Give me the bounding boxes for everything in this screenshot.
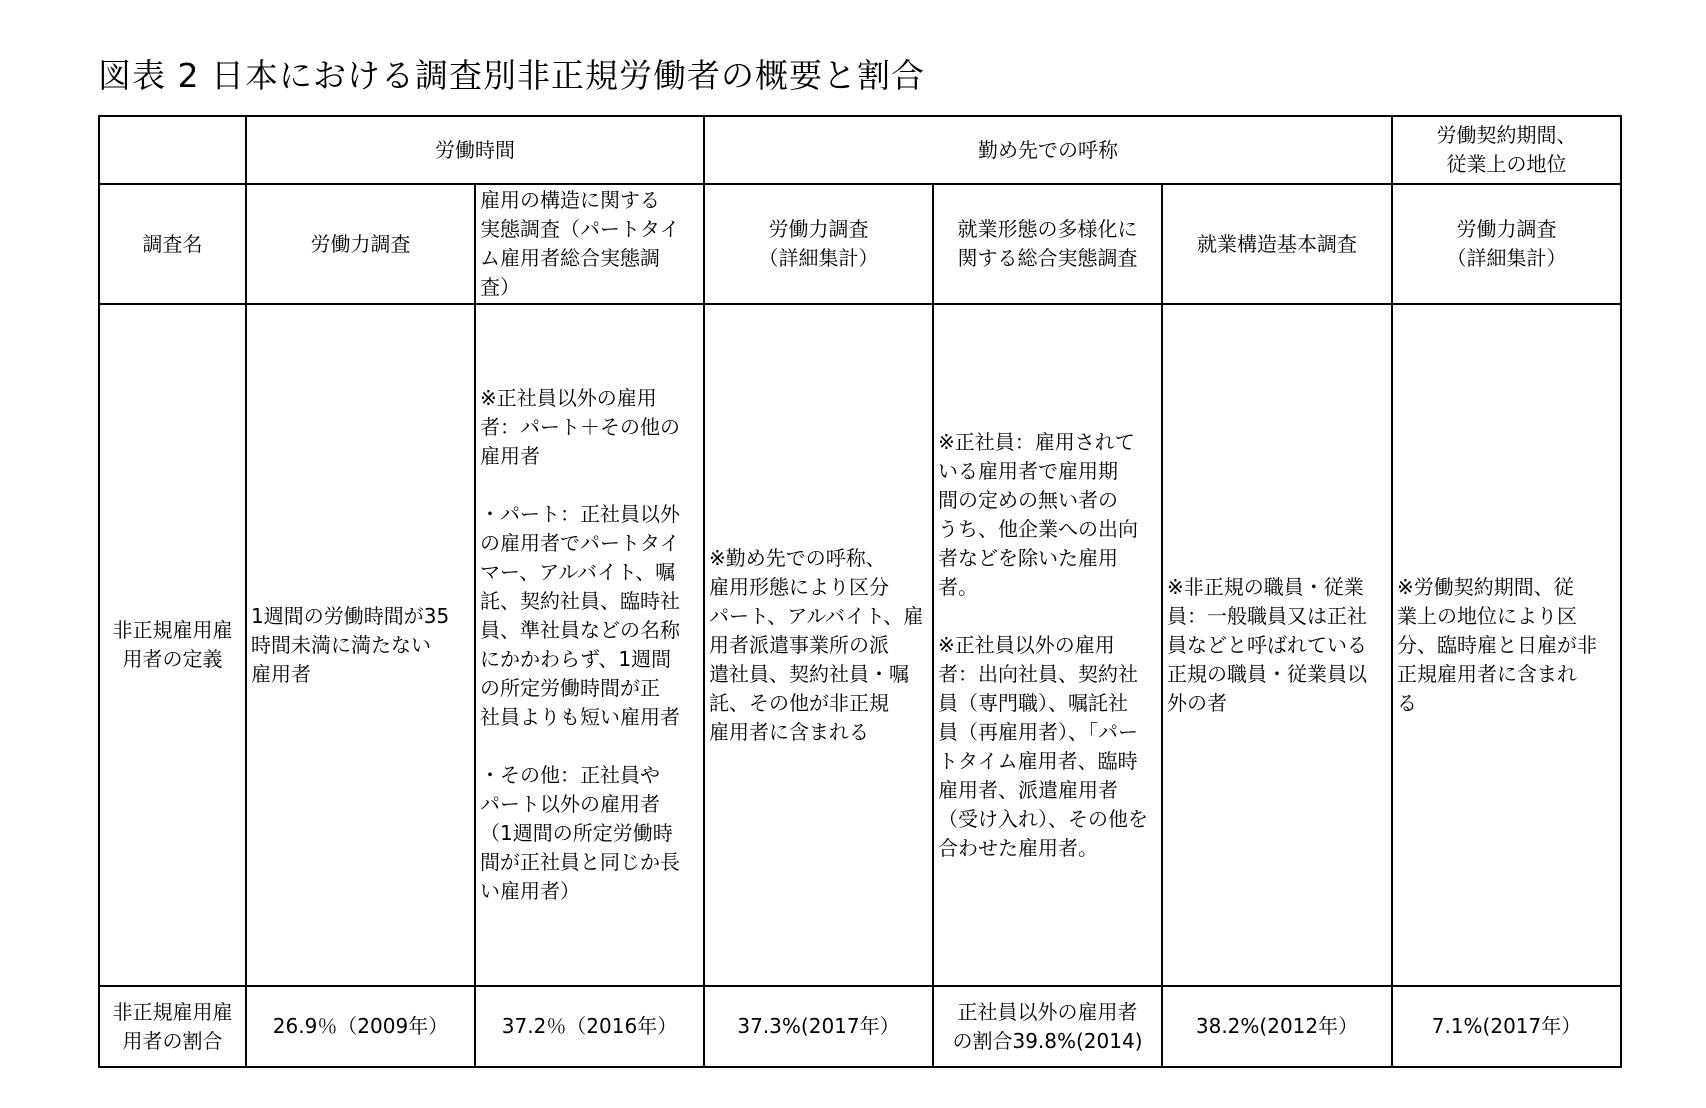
text-line: の雇用者でパートタイ [480,531,680,555]
definition-paragraph [709,544,928,747]
text-line: 7.1%(2017年） [1431,1014,1582,1038]
text-line: 員（再雇用者）、「パー [938,719,1138,744]
text-line: 間の定めの無い者の [938,487,1118,512]
text-line: マー、アルバイト、嘱 [480,560,676,584]
text-line: 託、契約社員、臨時社 [480,589,680,613]
definition-paragraph [480,761,699,906]
text-line: 間が正社員と同じか長 [480,850,680,874]
text-line: 社員よりも短い雇用者 [480,705,680,729]
text-line: ※労働契約期間、従 [1397,574,1574,599]
text-line: 26.9％（2009年） [272,1014,449,1038]
text-line: トタイム雇用者、臨時 [938,748,1138,773]
survey-name-cell [704,184,933,304]
text-line: （1週間の所定労働時 [480,821,673,845]
text-line: 員：一般職員又は正社 [1167,603,1367,628]
text-line: ※正社員以外の雇用 [938,632,1115,657]
text-line: ・その他：正社員や [480,763,660,787]
text-line: 就業形態の多様化に [957,217,1138,241]
text-line: の所定労働時間が正 [480,676,660,700]
survey-name-row [99,184,1621,304]
text-line: いる雇用者で雇用期 [938,458,1118,483]
text-line: 雇用者に含まれる [709,719,869,744]
ratio-cell [933,986,1162,1067]
survey-table [98,115,1622,1068]
definition-cell [475,304,704,986]
row-label-ratio [99,986,246,1067]
text-line: （詳細集計） [1446,246,1567,270]
text-line: 正社員以外の雇用者 [957,999,1138,1024]
text-line: 者。 [938,574,978,599]
text-line: 1週間の労働時間が35 [251,603,450,628]
text-line: ※正社員以外の雇用 [480,386,657,410]
text-line: 者：パート＋その他の [480,415,680,439]
group-header-workplace-title: 勤め先での呼称 [704,116,1392,184]
row-label-definition [99,304,246,986]
text-line: パート、アルバイト、雇 [709,603,924,628]
definition-cell [246,304,475,986]
text-line: （受け入れ）、その他を [938,806,1148,831]
text-line: 非正規雇用雇 [112,618,233,642]
text-line: 38.2%(2012年） [1195,1014,1359,1038]
text-line: ※正社員：雇用されて [938,429,1135,454]
group-header-row [99,116,1621,184]
definition-paragraph [480,384,699,471]
text-line: 労働力調査 [1456,217,1557,241]
text-line: 遣社員、契約社員・嘱 [709,661,909,686]
text-line: 労働力調査 [768,217,869,241]
text-line: 雇用者、派遣雇用者 [938,777,1118,802]
group-header-working-hours: 労働時間 [246,116,704,184]
definition-paragraph [938,631,1157,863]
group-header-empty-cell [99,116,246,184]
text-line: る [1397,690,1417,715]
ratio-cell [1392,986,1621,1067]
text-line: 託、その他が非正規 [709,690,889,715]
survey-name-cell [246,184,475,304]
text-line: の割合39.8%(2014) [952,1028,1143,1053]
text-line: 37.2％（2016年） [501,1014,678,1038]
text-line: 就業構造基本調査 [1197,231,1357,256]
text-line: うち、他企業への出向 [938,516,1138,541]
text-line: 非正規雇用雇 [112,999,233,1024]
text-line: 従業上の地位 [1446,152,1567,176]
text-line: 時間未満に満たない [251,632,431,657]
text-line: 分、臨時雇と日雇が非 [1397,632,1597,657]
row-label-survey-name: 調査名 [99,184,246,304]
definition-row [99,304,1621,986]
text-line: 査） [480,275,520,299]
text-line: 員などと呼ばれている [1167,632,1367,657]
ratio-row [99,986,1621,1067]
text-line: ・パート：正社員以外 [480,502,680,526]
definition-cell [1162,304,1392,986]
ratio-cell [475,986,704,1067]
text-line: 用者派遣事業所の派 [709,632,889,657]
definition-paragraph [1397,573,1616,718]
definition-paragraph [938,428,1157,602]
text-line: 用者の定義 [122,647,223,671]
text-line: 労働力調査 [310,231,411,256]
text-line: 雇用の構造に関する [480,188,660,212]
text-line: （詳細集計） [758,246,879,270]
text-line: 37.3%(2017年） [737,1014,900,1038]
survey-name-cell [1162,184,1392,304]
text-line: 員（専門職）、嘱託社 [938,690,1128,715]
definition-paragraph [480,500,699,732]
text-line: 外の者 [1167,690,1227,715]
text-line: 用者の割合 [122,1028,223,1053]
definition-cell [704,304,933,986]
text-line: 正規の職員・従業員以 [1167,661,1367,686]
text-line: 雇用者 [480,444,540,468]
text-line: 実態調査（パートタイ [480,217,680,241]
text-line: にかかわらず、1週間 [480,647,672,671]
ratio-cell [704,986,933,1067]
text-line: 合わせた雇用者。 [938,835,1098,860]
figure-title: 図表 2 日本における調査別非正規労働者の概要と割合 [98,56,925,95]
ratio-cell [246,986,475,1067]
text-line: い雇用者） [480,879,580,903]
survey-name-cell [933,184,1162,304]
text-line: 関する総合実態調査 [957,246,1138,270]
text-line: ※非正規の職員・従業 [1167,574,1364,599]
survey-name-cell [1392,184,1621,304]
group-header-contract-status [1392,116,1621,184]
ratio-cell [1162,986,1392,1067]
text-line: 者：出向社員、契約社 [938,661,1138,686]
text-line: 員、準社員などの名称 [480,618,680,642]
text-line: ム雇用者総合実態調 [480,246,660,270]
text-line: 業上の地位により区 [1397,603,1577,628]
survey-name-cell [475,184,704,304]
text-line: 労働契約期間、 [1436,123,1577,147]
definition-paragraph [1167,573,1387,718]
text-line: 正規雇用者に含まれ [1397,661,1577,686]
text-line: 者などを除いた雇用 [938,545,1118,570]
text-line: 雇用者 [251,661,311,686]
definition-paragraph [251,602,470,689]
text-line: ※勤め先での呼称、 [709,545,886,570]
definition-cell [1392,304,1621,986]
text-line: パート以外の雇用者 [480,792,660,816]
definition-cell [933,304,1162,986]
text-line: 雇用形態により区分 [709,574,889,599]
